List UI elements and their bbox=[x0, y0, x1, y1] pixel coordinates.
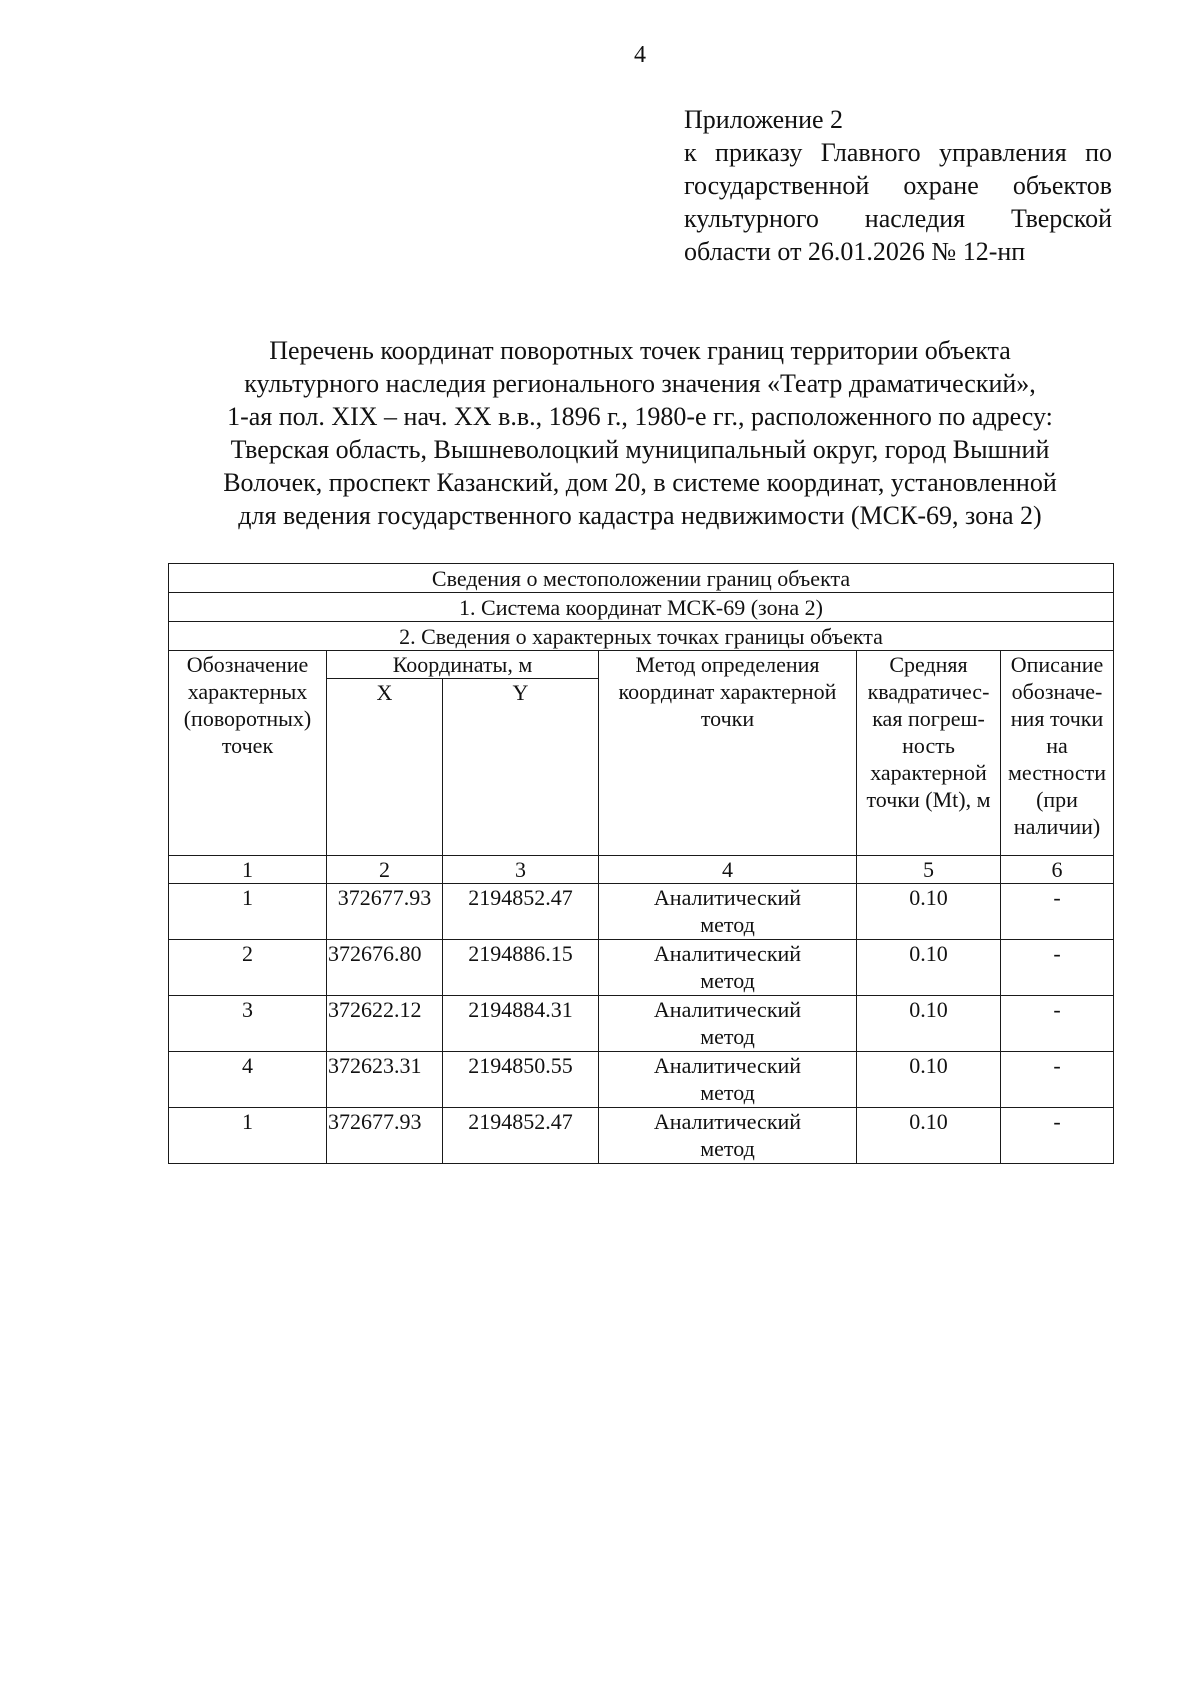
table-row bbox=[169, 940, 1114, 996]
column-number: 1 bbox=[169, 856, 327, 884]
appendix-line: области от 26.01.2026 № 12-нп bbox=[684, 237, 1026, 266]
title-line: Перечень координат поворотных точек границ территории объекта bbox=[269, 336, 1011, 365]
title-line: Волочек, проспект Казанский, дом 20, в системе координат, установленной bbox=[223, 468, 1057, 497]
section-title: Сведения о местоположении границ объекта bbox=[169, 564, 1114, 593]
title-line: для ведения государственного кадастра недвижимости (МСК-69, зона 2) bbox=[238, 501, 1042, 530]
cell-error: 0.10 bbox=[857, 996, 1001, 1052]
title-line: Тверская область, Вышневолоцкий муниципальный округ, город Вышний bbox=[230, 435, 1050, 464]
cell-point: 1 bbox=[169, 1108, 327, 1164]
cell-x: 372676.80 bbox=[327, 940, 443, 996]
cell-method bbox=[599, 884, 857, 940]
table-row bbox=[169, 884, 1114, 940]
column-number: 2 bbox=[327, 856, 443, 884]
cell-x: 372677.93 bbox=[327, 1108, 443, 1164]
cell-point: 4 bbox=[169, 1052, 327, 1108]
header-coordinates: Координаты, м bbox=[327, 651, 599, 679]
cell-y: 2194886.15 bbox=[443, 940, 599, 996]
header-text-line: обозначе- bbox=[1011, 679, 1103, 704]
method-line: метод bbox=[700, 1136, 755, 1161]
points-title: 2. Сведения о характерных точках границы объекта bbox=[169, 622, 1114, 651]
cell-description: - bbox=[1001, 884, 1114, 940]
cell-x: 372623.31 bbox=[327, 1052, 443, 1108]
header-x: X bbox=[327, 679, 443, 856]
header-text-line: квадратичес- bbox=[867, 679, 990, 704]
header-text-line: кая погреш- bbox=[872, 706, 985, 731]
column-numbers-row bbox=[169, 856, 1114, 884]
title-line: культурного наследия регионального значения «Театр драматический», bbox=[244, 369, 1036, 398]
header-text-line: координат характерной bbox=[618, 679, 837, 704]
column-number: 6 bbox=[1001, 856, 1114, 884]
method-line: Аналитический bbox=[653, 1109, 802, 1134]
cell-y: 2194850.55 bbox=[443, 1052, 599, 1108]
header-description bbox=[1001, 651, 1114, 856]
header-text-line: Метод определения bbox=[635, 652, 820, 677]
header-text-line: Обозначение bbox=[186, 652, 309, 677]
header-text-line: Описание bbox=[1010, 652, 1104, 677]
appendix-line: к приказу Главного управления по bbox=[684, 138, 1112, 167]
method-line: Аналитический bbox=[653, 941, 802, 966]
header-text-line: ность bbox=[902, 733, 955, 758]
table-row bbox=[169, 996, 1114, 1052]
header-y: Y bbox=[443, 679, 599, 856]
method-line: Аналитический bbox=[653, 997, 802, 1022]
title-line: 1-ая пол. XIX – нач. XX в.в., 1896 г., 1980-е гг., расположенного по адресу: bbox=[227, 402, 1053, 431]
header-method bbox=[599, 651, 857, 856]
table-row bbox=[169, 1108, 1114, 1164]
coordinates-table bbox=[168, 563, 1114, 1164]
table-row bbox=[169, 1052, 1114, 1108]
coordinate-system-title: 1. Система координат МСК-69 (зона 2) bbox=[169, 593, 1114, 622]
header-text-line: (поворотных) bbox=[183, 706, 312, 731]
header-text-line: Средняя bbox=[889, 652, 968, 677]
cell-error: 0.10 bbox=[857, 1052, 1001, 1108]
cell-error: 0.10 bbox=[857, 940, 1001, 996]
document-title bbox=[150, 334, 1130, 532]
cell-method bbox=[599, 940, 857, 996]
cell-error: 0.10 bbox=[857, 1108, 1001, 1164]
cell-method bbox=[599, 996, 857, 1052]
header-text-line: точек bbox=[221, 733, 274, 758]
cell-point: 2 bbox=[169, 940, 327, 996]
column-number: 4 bbox=[599, 856, 857, 884]
cell-y: 2194852.47 bbox=[443, 884, 599, 940]
method-line: метод bbox=[700, 1024, 755, 1049]
method-line: метод bbox=[700, 968, 755, 993]
cell-description: - bbox=[1001, 1052, 1114, 1108]
header-text-line: характерной bbox=[870, 760, 987, 785]
header-text-line: наличии) bbox=[1013, 814, 1101, 839]
header-error bbox=[857, 651, 1001, 856]
cell-description: - bbox=[1001, 996, 1114, 1052]
table-section-title-row bbox=[169, 564, 1114, 593]
appendix-line: государственной охране объектов bbox=[684, 171, 1112, 200]
cell-point: 1 bbox=[169, 884, 327, 940]
cell-y: 2194852.47 bbox=[443, 1108, 599, 1164]
header-text-line: местности bbox=[1007, 760, 1107, 785]
cell-method bbox=[599, 1108, 857, 1164]
method-line: метод bbox=[700, 912, 755, 937]
header-designation bbox=[169, 651, 327, 856]
table-system-row bbox=[169, 593, 1114, 622]
header-text-line: характерных bbox=[187, 679, 308, 704]
appendix-line: Приложение 2 bbox=[684, 105, 844, 134]
table-header-row bbox=[169, 651, 1114, 679]
cell-description: - bbox=[1001, 1108, 1114, 1164]
cell-y: 2194884.31 bbox=[443, 996, 599, 1052]
appendix-block bbox=[684, 103, 1112, 268]
cell-description: - bbox=[1001, 940, 1114, 996]
header-text-line: на bbox=[1046, 733, 1068, 758]
cell-point: 3 bbox=[169, 996, 327, 1052]
appendix-line: культурного наследия Тверской bbox=[684, 204, 1112, 233]
cell-x: 372622.12 bbox=[327, 996, 443, 1052]
page-number: 4 bbox=[634, 42, 646, 68]
method-line: метод bbox=[700, 1080, 755, 1105]
header-text-line: точки (Mt), м bbox=[866, 787, 991, 812]
column-number: 3 bbox=[443, 856, 599, 884]
cell-error: 0.10 bbox=[857, 884, 1001, 940]
method-line: Аналитический bbox=[653, 1053, 802, 1078]
header-text-line: ния точки bbox=[1010, 706, 1104, 731]
header-text-line: точки bbox=[700, 706, 755, 731]
header-text-line: (при bbox=[1036, 787, 1078, 812]
method-line: Аналитический bbox=[653, 885, 802, 910]
table-points-title-row bbox=[169, 622, 1114, 651]
column-number: 5 bbox=[857, 856, 1001, 884]
cell-x: 372677.93 bbox=[327, 884, 443, 940]
cell-method bbox=[599, 1052, 857, 1108]
